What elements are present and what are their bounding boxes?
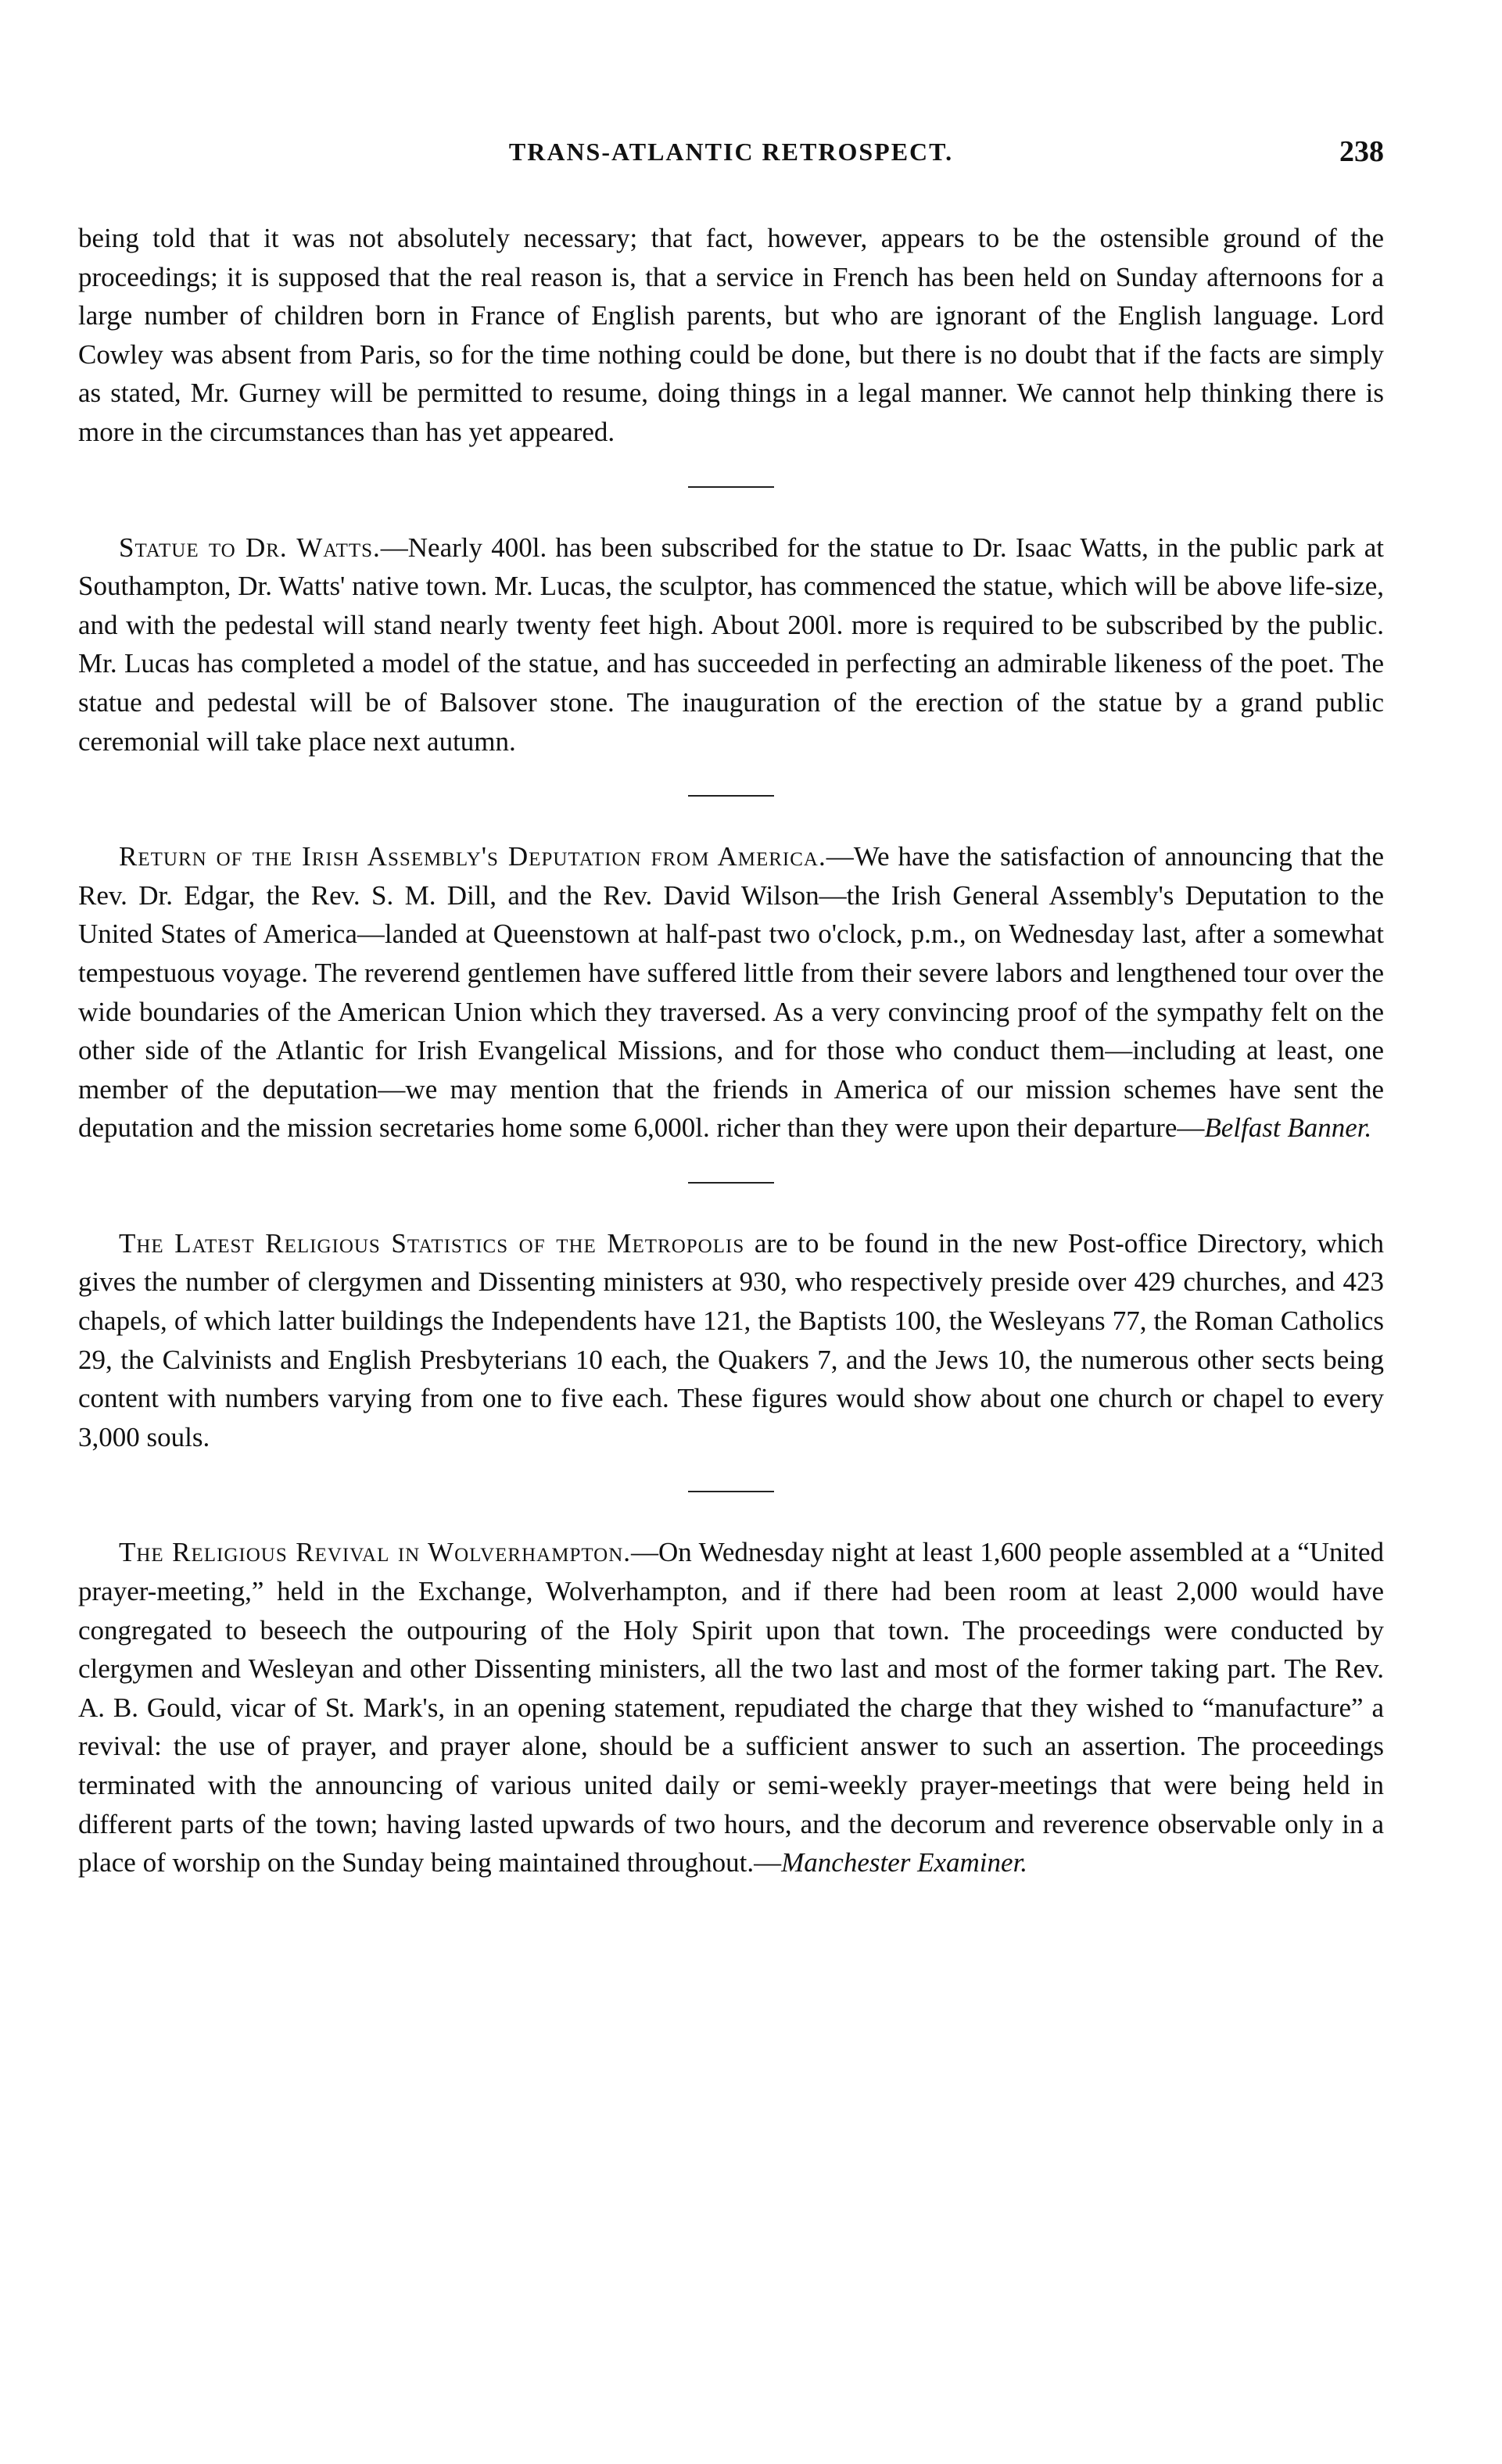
section-divider xyxy=(688,1182,774,1184)
article-text: are to be found in the new Post-office Directory, which gives the number of clergymen and Dissenting ministers at 930, who respectively preside over 429 churches, and 423 chapels, of which latter buildings the Independents have 121, the Baptists 100, the Wesleyans 77, the Roman Catholics 29, the Calvinists and English Presbyterians 10 each, the Quakers 7, and the Jews 10, the numerous other sects being content with numbers varying from one to five each. These figures would show about one church or chapel to every 3,000 souls. xyxy=(78,1227,1384,1452)
text-column xyxy=(78,219,1384,1882)
article-watts-statue xyxy=(78,528,1384,761)
article-metropolis-statistics xyxy=(78,1224,1384,1457)
running-title: TRANS-ATLANTIC RETROSPECT. xyxy=(508,138,954,166)
section-divider xyxy=(688,1491,774,1492)
article-source: Belfast Banner. xyxy=(1204,1112,1372,1144)
article-continuation xyxy=(78,219,1384,452)
article-source: Manchester Examiner. xyxy=(781,1847,1028,1878)
article-heading: The Religious Revival in Wolverhampton. xyxy=(119,1537,632,1568)
running-head xyxy=(78,134,1384,175)
article-text: —We have the satisfaction of announcing that the Rev. Dr. Edgar, the Rev. S. M. Dill, and the Rev. David Wilson—the Irish General Assembly's Deputation to the United States of America—landed at Queenstown at half-past two o'clock, p.m., on Wednesday last, after a somewhat tempestuous voyage. The reverend gentlemen have suffered little from their severe labors and lengthened tour over the wide boundaries of the American Union which they traversed. As a very convincing proof of the sympathy felt on the other side of the Atlantic for Irish Evangelical Missions, and for those who conduct them—including at least, one member of the deputation—we may mention that the friends in America of our mission schemes have sent the deputation and the mission secretaries home some 6,000l. richer than they were upon their departure— xyxy=(78,841,1384,1144)
article-text: —Nearly 400l. has been subscribed for the statue to Dr. Isaac Watts, in the public park at Southampton, Dr. Watts' native town. Mr. Lucas, the sculptor, has commenced the statue, which will be above life-size, and with the pedestal will stand nearly twenty feet high. About 200l. more is required to be subscribed by the public. Mr. Lucas has completed a model of the statue, and has succeeded in perfecting an admirable likeness of the poet. The statue and pedestal will be of Balsover stone. The inauguration of the erection of the statue by a grand public ceremonial will take place next autumn. xyxy=(78,532,1384,757)
article-text: being told that it was not absolutely necessary; that fact, however, appears to be the ostensible ground of the proceedings; it is supposed that the real reason is, that a service in French has been held on Sunday afternoons for a large number of children born in France of English parents, but who are ignorant of the English language. Lord Cowley was absent from Paris, so for the time nothing could be done, but there is no doubt that if the facts are simply as stated, Mr. Gurney will be permitted to resume, doing things in a legal manner. We cannot help thinking there is more in the circumstances than has yet appeared. xyxy=(78,223,1384,447)
section-divider xyxy=(688,486,774,488)
article-wolverhampton-revival xyxy=(78,1533,1384,1882)
article-irish-deputation xyxy=(78,837,1384,1148)
article-heading: Return of the Irish Assembly's Deputation from America. xyxy=(119,841,826,872)
section-divider xyxy=(688,795,774,797)
article-text: —On Wednesday night at least 1,600 people assembled at a “United prayer-meeting,” held in the Exchange, Wolverhampton, and if there had been room at least 2,000 would have congregated to beseech the outpouring of the Holy Spirit upon that town. The proceedings were conducted by clergymen and Wesleyan and other Dissenting ministers, all the two last and most of the former taking part. The Rev. A. B. Gould, vicar of St. Mark's, in an opening statement, repudiated the charge that they wished to “manufacture” a revival: the use of prayer, and prayer alone, should be a sufficient answer to such an assertion. The proceedings terminated with the announcing of various united daily or semi-weekly prayer-meetings that were being held in different parts of the town; having lasted upwards of two hours, and the decorum and reverence observable only in a place of worship on the Sunday being maintained throughout.— xyxy=(78,1537,1384,1878)
page-number: 238 xyxy=(1339,135,1384,168)
article-heading: The Latest Religious Statistics of the Metropolis xyxy=(119,1227,745,1259)
article-heading: Statue to Dr. Watts. xyxy=(119,532,381,563)
